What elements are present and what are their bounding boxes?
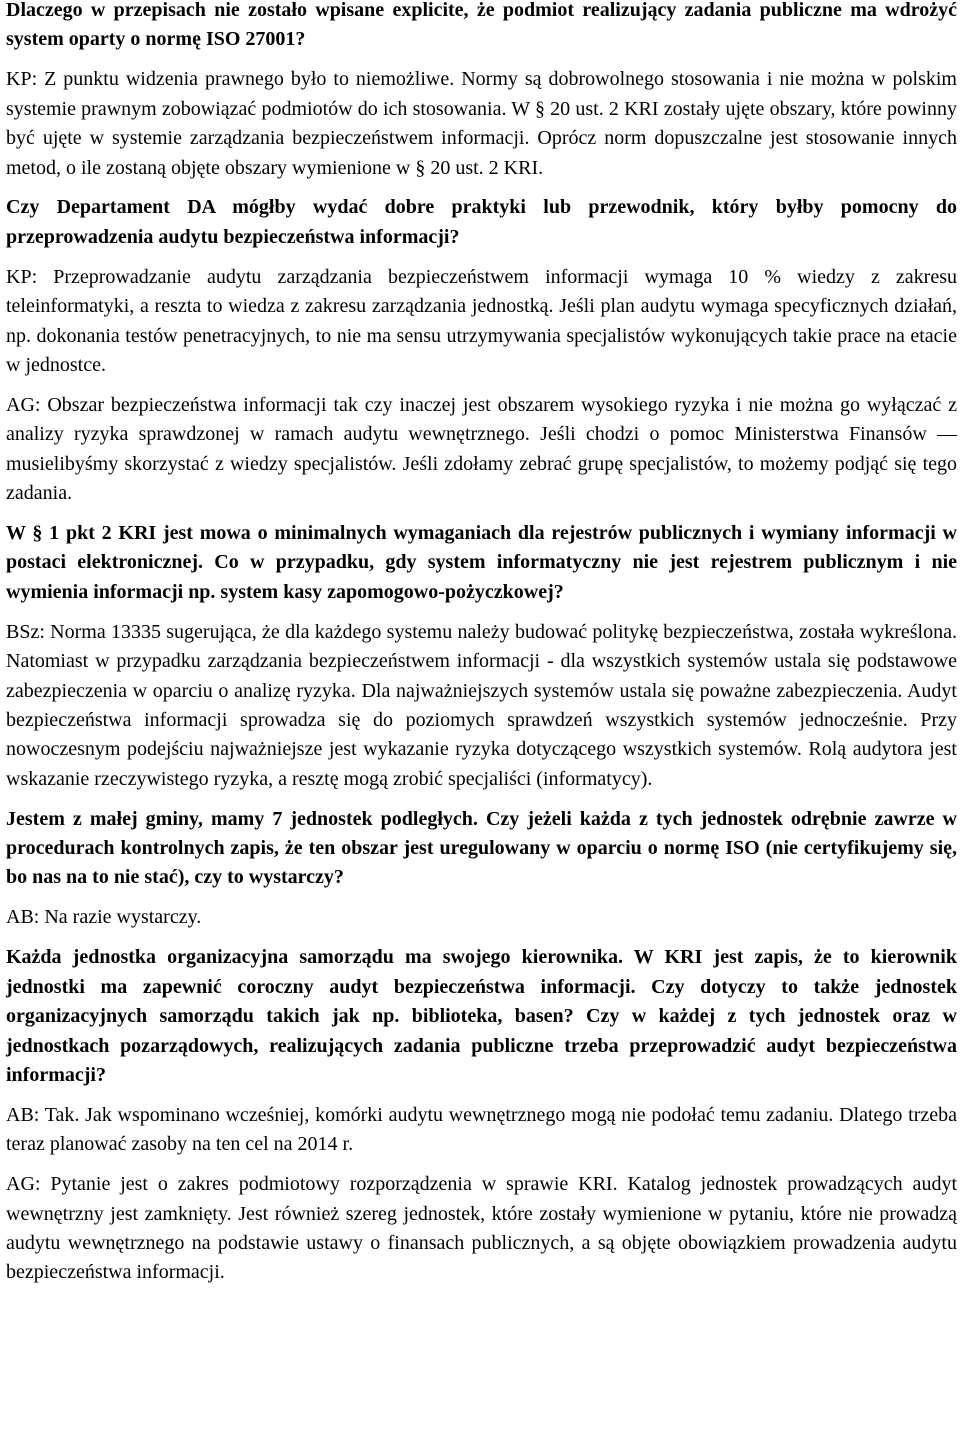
answer-text: Na razie wystarczy. <box>39 906 202 929</box>
answer-1 <box>6 65 957 183</box>
answer-7 <box>6 1170 957 1288</box>
answer-6 <box>6 1101 957 1160</box>
question-text: Jestem z małej gminy, mamy 7 jednostek podległych. Czy jeżeli każda z tych jednostek odrębnie zawrze w procedurach kontrolnych zapis, że ten obszar jest uregulowany w oparciu o normę ISO (nie certyfikujemy się, bo nas na to nie stać), czy to wystarczy? <box>6 807 957 889</box>
question-text: Czy Departament DA mógłby wydać dobre praktyki lub przewodnik, który byłby pomocny do przeprowadzenia audytu bezpieczeństwa informacji? <box>6 196 957 248</box>
speaker-label: BSz: <box>6 620 45 643</box>
answer-text: Przeprowadzanie audytu zarządzania bezpieczeństwem informacji wymaga 10 % wiedzy z zakresu teleinformatyki, a reszta to wiedza z zakresu zarządzania jednostką. Jeśli plan audytu wymaga specyficznych działań, np. dokonania testów penetracyjnych, to nie ma sensu utrzymywania specjalistów wykonujących takie prace na etacie w jednostce. <box>6 265 957 376</box>
question-text: Dlaczego w przepisach nie zostało wpisane explicite, że podmiot realizujący zadania publiczne ma wdrożyć system oparty o normę ISO 27001? <box>6 0 957 51</box>
answer-5 <box>6 903 957 932</box>
answer-text: Tak. Jak wspominano wcześniej, komórki audytu wewnętrznego mogą nie podołać temu zadaniu. Dlatego trzeba teraz planować zasoby na ten cel na 2014 r. <box>6 1103 957 1156</box>
speaker-label: AB: <box>6 906 40 929</box>
speaker-label: AG: <box>6 1173 41 1196</box>
question-text: Każda jednostka organizacyjna samorządu ma swojego kierownika. W KRI jest zapis, że to kierownik jednostki ma zapewnić coroczny audyt bezpieczeństwa informacji. Czy dotyczy to także jednostek organizacyjnych samorządu takich jak np. biblioteka, basen? Czy w każdej z tych jednostek oraz w jednostkach pozarządowych, realizujących zadania publiczne trzeba przeprowadzić audyt bezpieczeństwa informacji? <box>6 946 957 1086</box>
answer-text: Norma 13335 sugerująca, że dla każdego systemu należy budować politykę bezpieczeństwa, została wykreślona. Natomiast w przypadku zarządzania bezpieczeństwem informacji - dla wszystkich systemów ustala się podstawowe zabezpieczenia w oparciu o analizę ryzyka. Dla najważniejszych systemów ustala się poważne zabezpieczenia. Audyt bezpieczeństwa informacji sprowadza się do poziomych sprawdzeń wszystkich systemów jednocześnie. Przy nowoczesnym podejściu najważniejsze jest wykazanie ryzyka dotyczącego wszystkich systemów. Rolą audytora jest wskazanie rzeczywistego ryzyka, a resztę mogą zrobić specjaliści (informatycy). <box>6 620 957 790</box>
question-3 <box>6 519 957 607</box>
question-1 <box>6 0 957 55</box>
question-5 <box>6 943 957 1090</box>
speaker-label: KP: <box>6 68 38 91</box>
answer-text: Pytanie jest o zakres podmiotowy rozporządzenia w sprawie KRI. Katalog jednostek prowadzących audyt wewnętrzny jest zamknięty. Jest również szereg jednostek, które zostały wymienione w pytaniu, które nie prowadzą audytu wewnętrznego na podstawie ustawy o finansach publicznych, a są objęte obowiązkiem prowadzenia audytu bezpieczeństwa informacji. <box>6 1173 957 1284</box>
answer-text: Obszar bezpieczeństwa informacji tak czy inaczej jest obszarem wysokiego ryzyka i nie można go wyłączać z analizy ryzyka sprawdzonej w ramach audytu wewnętrznego. Jeśli chodzi o pomoc Ministerstwa Finansów — musielibyśmy skorzystać z wiedzy specjalistów. Jeśli zdołamy zebrać grupę specjalistów, to możemy podjąć się tego zadania. <box>6 393 957 505</box>
speaker-label: KP: <box>6 265 38 288</box>
answer-4 <box>6 618 957 794</box>
question-text: W § 1 pkt 2 KRI jest mowa o minimalnych wymaganiach dla rejestrów publicznych i wymiany informacji w postaci elektronicznej. Co w przypadku, gdy system informatyczny nie jest rejestrem publicznym i nie wymienia informacji np. system kasy zapomogowo-pożyczkowej? <box>6 522 957 603</box>
question-4 <box>6 805 957 893</box>
speaker-label: AG: <box>6 393 41 416</box>
answer-text: Z punktu widzenia prawnego było to niemożliwe. Normy są dobrowolnego stosowania i nie można w polskim systemie prawnym zobowiązać podmiotów do ich stosowania. W § 20 ust. 2 KRI zostały ujęte obszary, które powinny być ujęte w systemie zarządzania bezpieczeństwem informacji. Oprócz norm dopuszczalne jest stosowanie innych metod, o ile zostaną objęte obszary wymienione w § 20 ust. 2 KRI. <box>6 68 957 179</box>
answer-2 <box>6 263 957 381</box>
answer-3 <box>6 391 957 509</box>
speaker-label: AB: <box>6 1103 40 1126</box>
question-2 <box>6 193 957 252</box>
